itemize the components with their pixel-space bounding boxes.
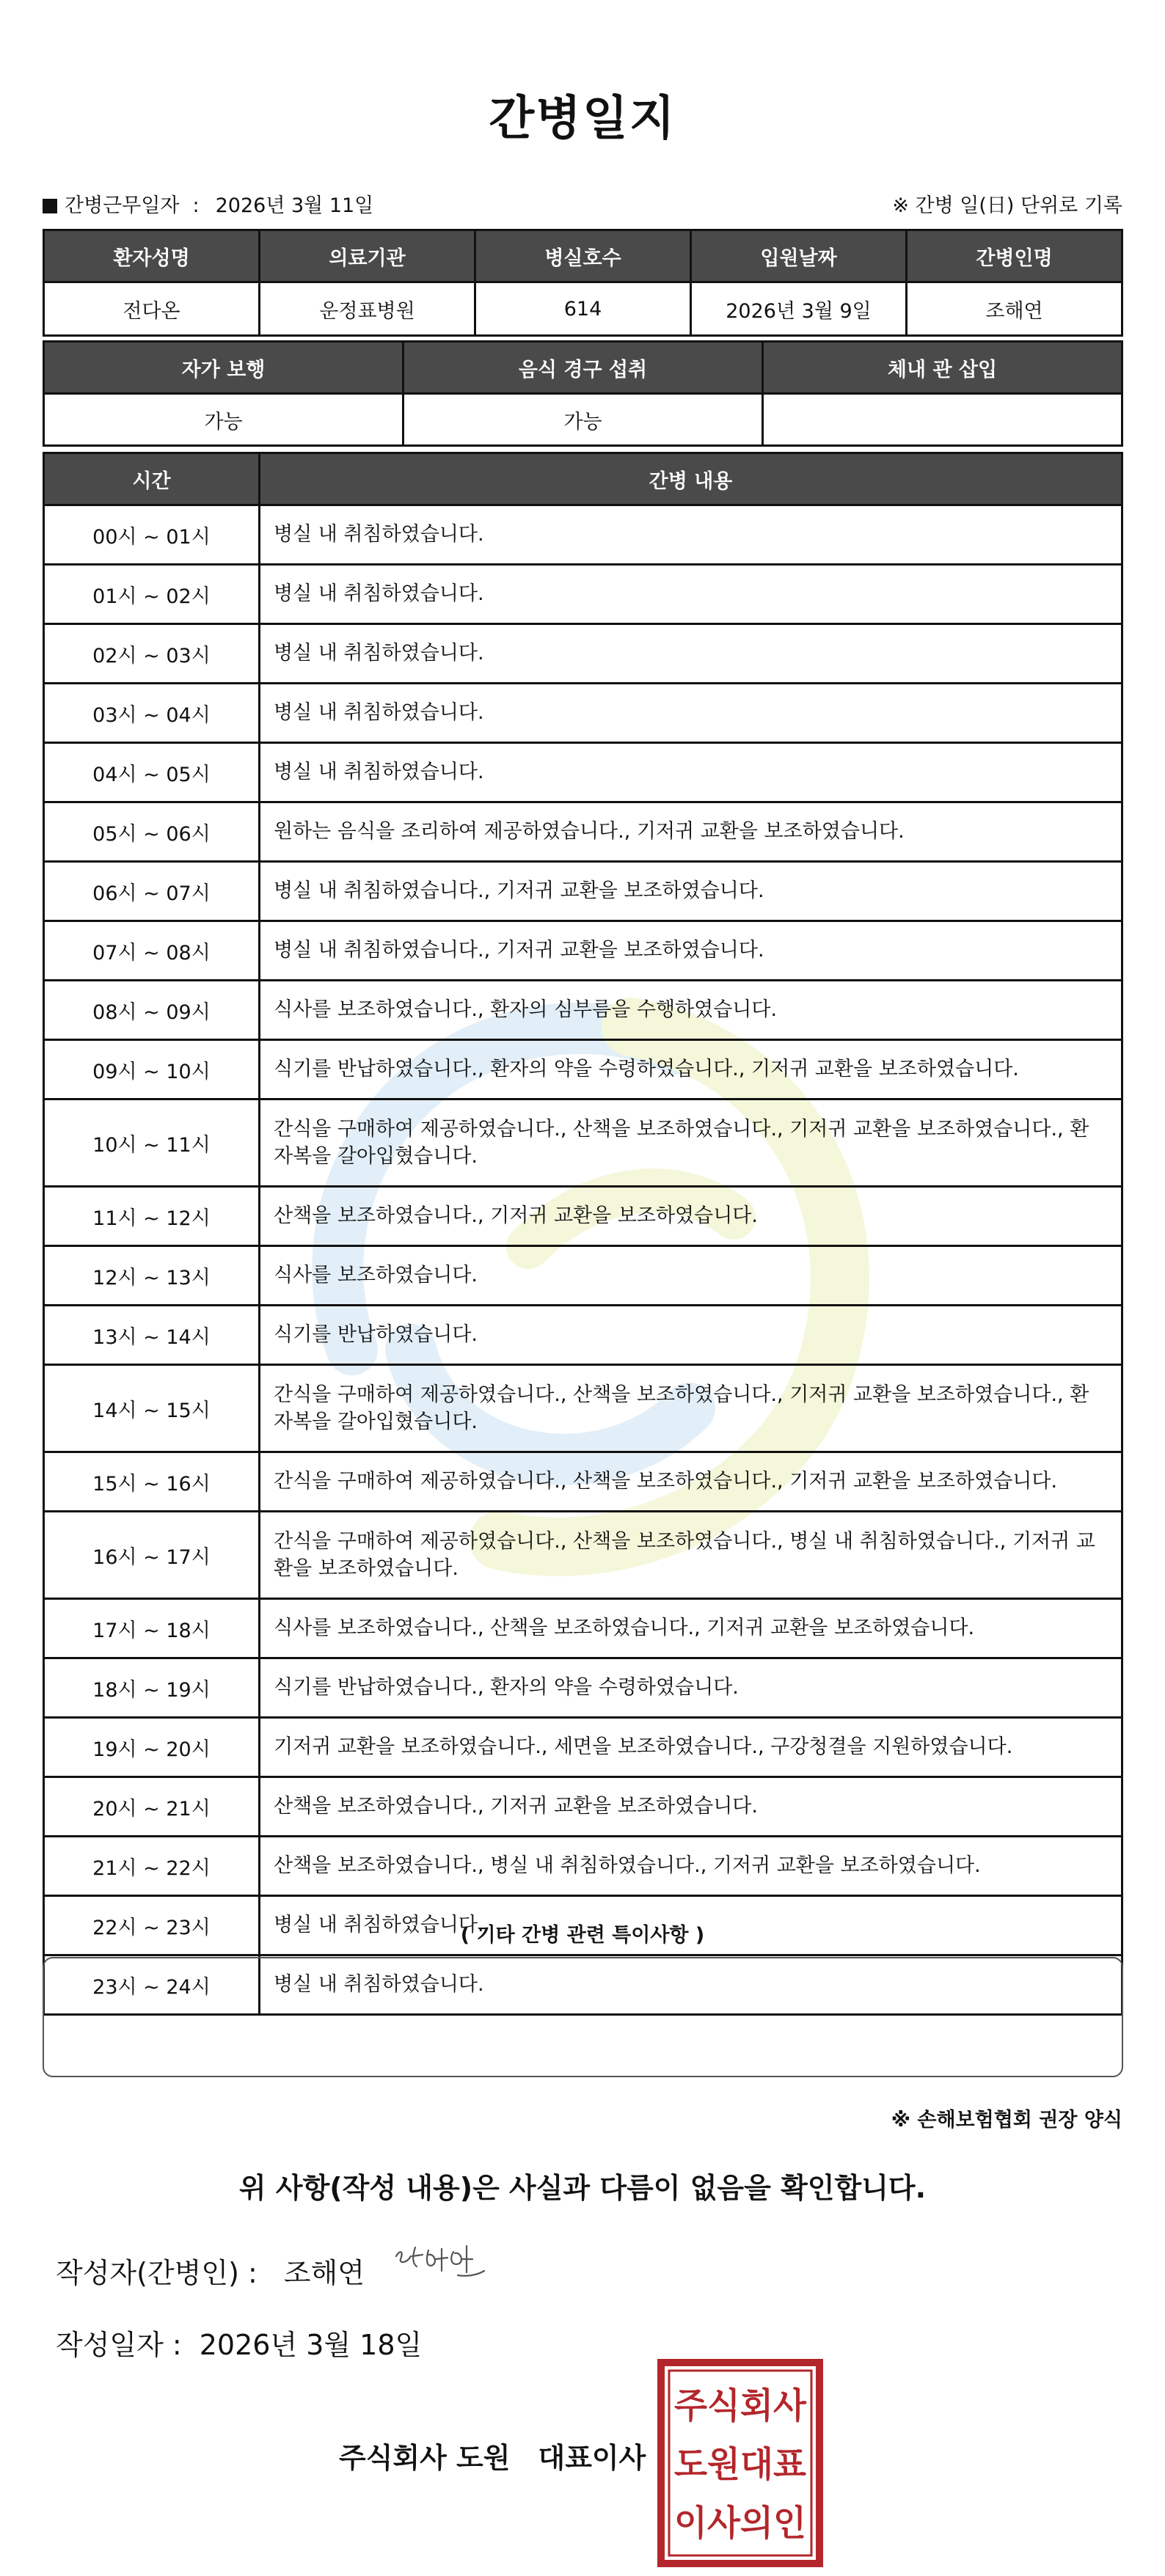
care-log-content: 원하는 음식을 조리하여 제공하였습니다., 기저귀 교환을 보조하였습니다. [260,802,1122,862]
ceo-title: 대표이사 [538,2442,646,2474]
care-log-content: 간식을 구매하여 제공하였습니다., 산책을 보조하였습니다., 기저귀 교환을 보조하였습니다., 환자복을 갈아입혔습니다. [260,1365,1122,1452]
care-log-content: 병실 내 취침하였습니다., 기저귀 교환을 보조하였습니다. [260,862,1122,921]
care-log-time: 01시 ~ 02시 [44,565,260,624]
header-oral-intake: 음식 경구 섭취 [403,342,763,394]
care-log-content: 산책을 보조하였습니다., 기저귀 교환을 보조하였습니다. [260,1777,1122,1837]
work-date-row: 간병근무일자 : 2026년 3월 11일 ※ 간병 일(日) 단위로 기록 [43,189,1122,219]
header-care-content: 간병 내용 [260,453,1122,505]
care-log-row [44,565,1122,624]
care-log-row [44,505,1122,565]
care-log-time: 06시 ~ 07시 [44,862,260,921]
header-room-number: 병실호수 [475,230,691,282]
care-log-time: 18시 ~ 19시 [44,1658,260,1718]
room-number: 614 [475,282,691,336]
care-log-time: 11시 ~ 12시 [44,1187,260,1246]
care-log-row [44,1365,1122,1452]
care-log-time: 16시 ~ 17시 [44,1512,260,1599]
care-log-time: 20시 ~ 21시 [44,1777,260,1837]
care-log-content: 간식을 구매하여 제공하였습니다., 산책을 보조하였습니다., 병실 내 취침하였습니다., 기저귀 교환을 보조하였습니다. [260,1512,1122,1599]
care-log-header-row [44,453,1122,505]
care-log-time: 22시 ~ 23시 [44,1896,260,1955]
caregiver-name: 조해연 [907,282,1122,336]
care-log-content: 간식을 구매하여 제공하였습니다., 산책을 보조하였습니다., 기저귀 교환을 보조하였습니다. [260,1452,1122,1512]
care-log-row [44,1452,1122,1512]
form-source-note: ※ 손해보험협회 권장 양식 [891,2109,1122,2132]
care-log-row [44,684,1122,743]
header-self-walking: 자가 보행 [44,342,403,394]
care-log-content: 기저귀 교환을 보조하였습니다., 세면을 보조하였습니다., 구강청결을 지원하였습니다. [260,1718,1122,1777]
care-log-time: 10시 ~ 11시 [44,1099,260,1187]
admission-date: 2026년 3월 9일 [691,282,907,336]
care-log-content: 식사를 보조하였습니다. [260,1246,1122,1306]
care-log-content: 병실 내 취침하였습니다. [260,565,1122,624]
care-log-content: 식사를 보조하였습니다., 환자의 심부름을 수행하였습니다. [260,981,1122,1040]
header-admission-date: 입원날짜 [691,230,907,282]
hospital-name: 운정표병원 [260,282,475,336]
care-log-time: 19시 ~ 20시 [44,1718,260,1777]
care-log-row [44,1306,1122,1365]
care-log-row [44,1718,1122,1777]
self-walking-value: 가능 [44,394,403,446]
handwritten-signature [390,2234,493,2286]
care-log-row [44,862,1122,921]
header-hospital: 의료기관 [260,230,475,282]
care-log-content: 병실 내 취침하였습니다. [260,743,1122,802]
company-signature-line [339,2435,646,2476]
header-patient-name: 환자성명 [44,230,260,282]
written-date-line [56,2322,422,2363]
care-log-time: 14시 ~ 15시 [44,1365,260,1452]
care-log-time: 13시 ~ 14시 [44,1306,260,1365]
care-log-time: 08시 ~ 09시 [44,981,260,1040]
care-log-row [44,1658,1122,1718]
care-log-time: 15시 ~ 16시 [44,1452,260,1512]
care-log-time: 17시 ~ 18시 [44,1599,260,1658]
care-log-content: 병실 내 취침하였습니다. [260,684,1122,743]
care-log-content: 산책을 보조하였습니다., 기저귀 교환을 보조하였습니다. [260,1187,1122,1246]
care-log-time: 00시 ~ 01시 [44,505,260,565]
patient-info-value-row [44,282,1122,336]
care-log-content: 식기를 반납하였습니다. [260,1306,1122,1365]
care-log-content: 병실 내 취침하였습니다. [260,505,1122,565]
author-label: 작성자(간병인) : [56,2257,258,2289]
care-log-time: 05시 ~ 06시 [44,802,260,862]
care-log-row [44,1777,1122,1837]
care-log-time: 04시 ~ 05시 [44,743,260,802]
author-line [56,2250,365,2291]
care-log-row [44,1246,1122,1306]
special-notes-box [43,1957,1123,2077]
written-date-value: 2026년 3월 18일 [199,2329,423,2361]
care-log-row [44,981,1122,1040]
seal-text-line: 도원대표 [674,2444,807,2485]
patient-status-table [43,340,1123,447]
care-log-content: 식기를 반납하였습니다., 환자의 약을 수령하였습니다. [260,1658,1122,1718]
care-log-row [44,1837,1122,1896]
company-seal [657,2359,823,2567]
patient-name: 전다온 [44,282,260,336]
special-notes-title: ( 기타 간병 관련 특이사항 ) [460,1924,705,1947]
header-time: 시간 [44,453,260,505]
care-log-time: 12시 ~ 13시 [44,1246,260,1306]
care-log-time: 03시 ~ 04시 [44,684,260,743]
care-log-content: 산책을 보조하였습니다., 병실 내 취침하였습니다., 기저귀 교환을 보조하였습니다. [260,1837,1122,1896]
confirmation-statement: 위 사항(작성 내용)은 사실과 다름이 없음을 확인합니다. [238,2172,927,2204]
care-log-row [44,1187,1122,1246]
care-log-time: 09시 ~ 10시 [44,1040,260,1099]
care-log-row [44,1599,1122,1658]
header-caregiver-name: 간병인명 [907,230,1122,282]
record-unit-note: ※ 간병 일(日) 단위로 기록 [892,194,1122,217]
care-log-content: 식사를 보조하였습니다., 산책을 보조하였습니다., 기저귀 교환을 보조하였습니다. [260,1599,1122,1658]
care-log-row [44,802,1122,862]
care-log-content: 병실 내 취침하였습니다. [260,1896,1122,1955]
seal-text-line: 이사의인 [674,2503,806,2544]
seal-text-line: 주식회사 [674,2385,807,2426]
care-log-row [44,743,1122,802]
header-tube-insertion: 체내 관 삽입 [763,342,1122,394]
care-log-time: 07시 ~ 08시 [44,921,260,981]
care-log-row [44,1040,1122,1099]
care-log-row [44,921,1122,981]
patient-info-table [43,229,1123,337]
work-date-value: 2026년 3월 11일 [215,194,374,217]
work-date-label: 간병근무일자 [65,194,180,217]
document-title: 간병일지 [489,92,676,146]
patient-status-header-row [44,342,1122,394]
oral-intake-value: 가능 [403,394,763,446]
care-log-row [44,1099,1122,1187]
care-log-body [44,505,1122,2015]
author-name: 조해연 [283,2257,365,2289]
care-log-content: 병실 내 취침하였습니다. [260,1955,1122,2015]
care-log-row [44,1512,1122,1599]
patient-info-header-row [44,230,1122,282]
care-log-time: 21시 ~ 22시 [44,1837,260,1896]
tube-insertion-value [763,394,1122,446]
square-bullet-icon [43,199,57,213]
care-log-content: 간식을 구매하여 제공하였습니다., 산책을 보조하였습니다., 기저귀 교환을 보조하였습니다., 환자복을 갈아입혔습니다. [260,1099,1122,1187]
company-name: 주식회사 도원 [339,2442,511,2474]
care-log-row [44,624,1122,684]
care-log-content: 병실 내 취침하였습니다. [260,624,1122,684]
care-log-time: 02시 ~ 03시 [44,624,260,684]
written-date-label: 작성일자 : [56,2329,182,2361]
care-log-content: 병실 내 취침하였습니다., 기저귀 교환을 보조하였습니다. [260,921,1122,981]
care-log-table [43,452,1123,2016]
care-log-content: 식기를 반납하였습니다., 환자의 약을 수령하였습니다., 기저귀 교환을 보조하였습니다. [260,1040,1122,1099]
care-log-time: 23시 ~ 24시 [44,1955,260,2015]
patient-status-value-row [44,394,1122,446]
